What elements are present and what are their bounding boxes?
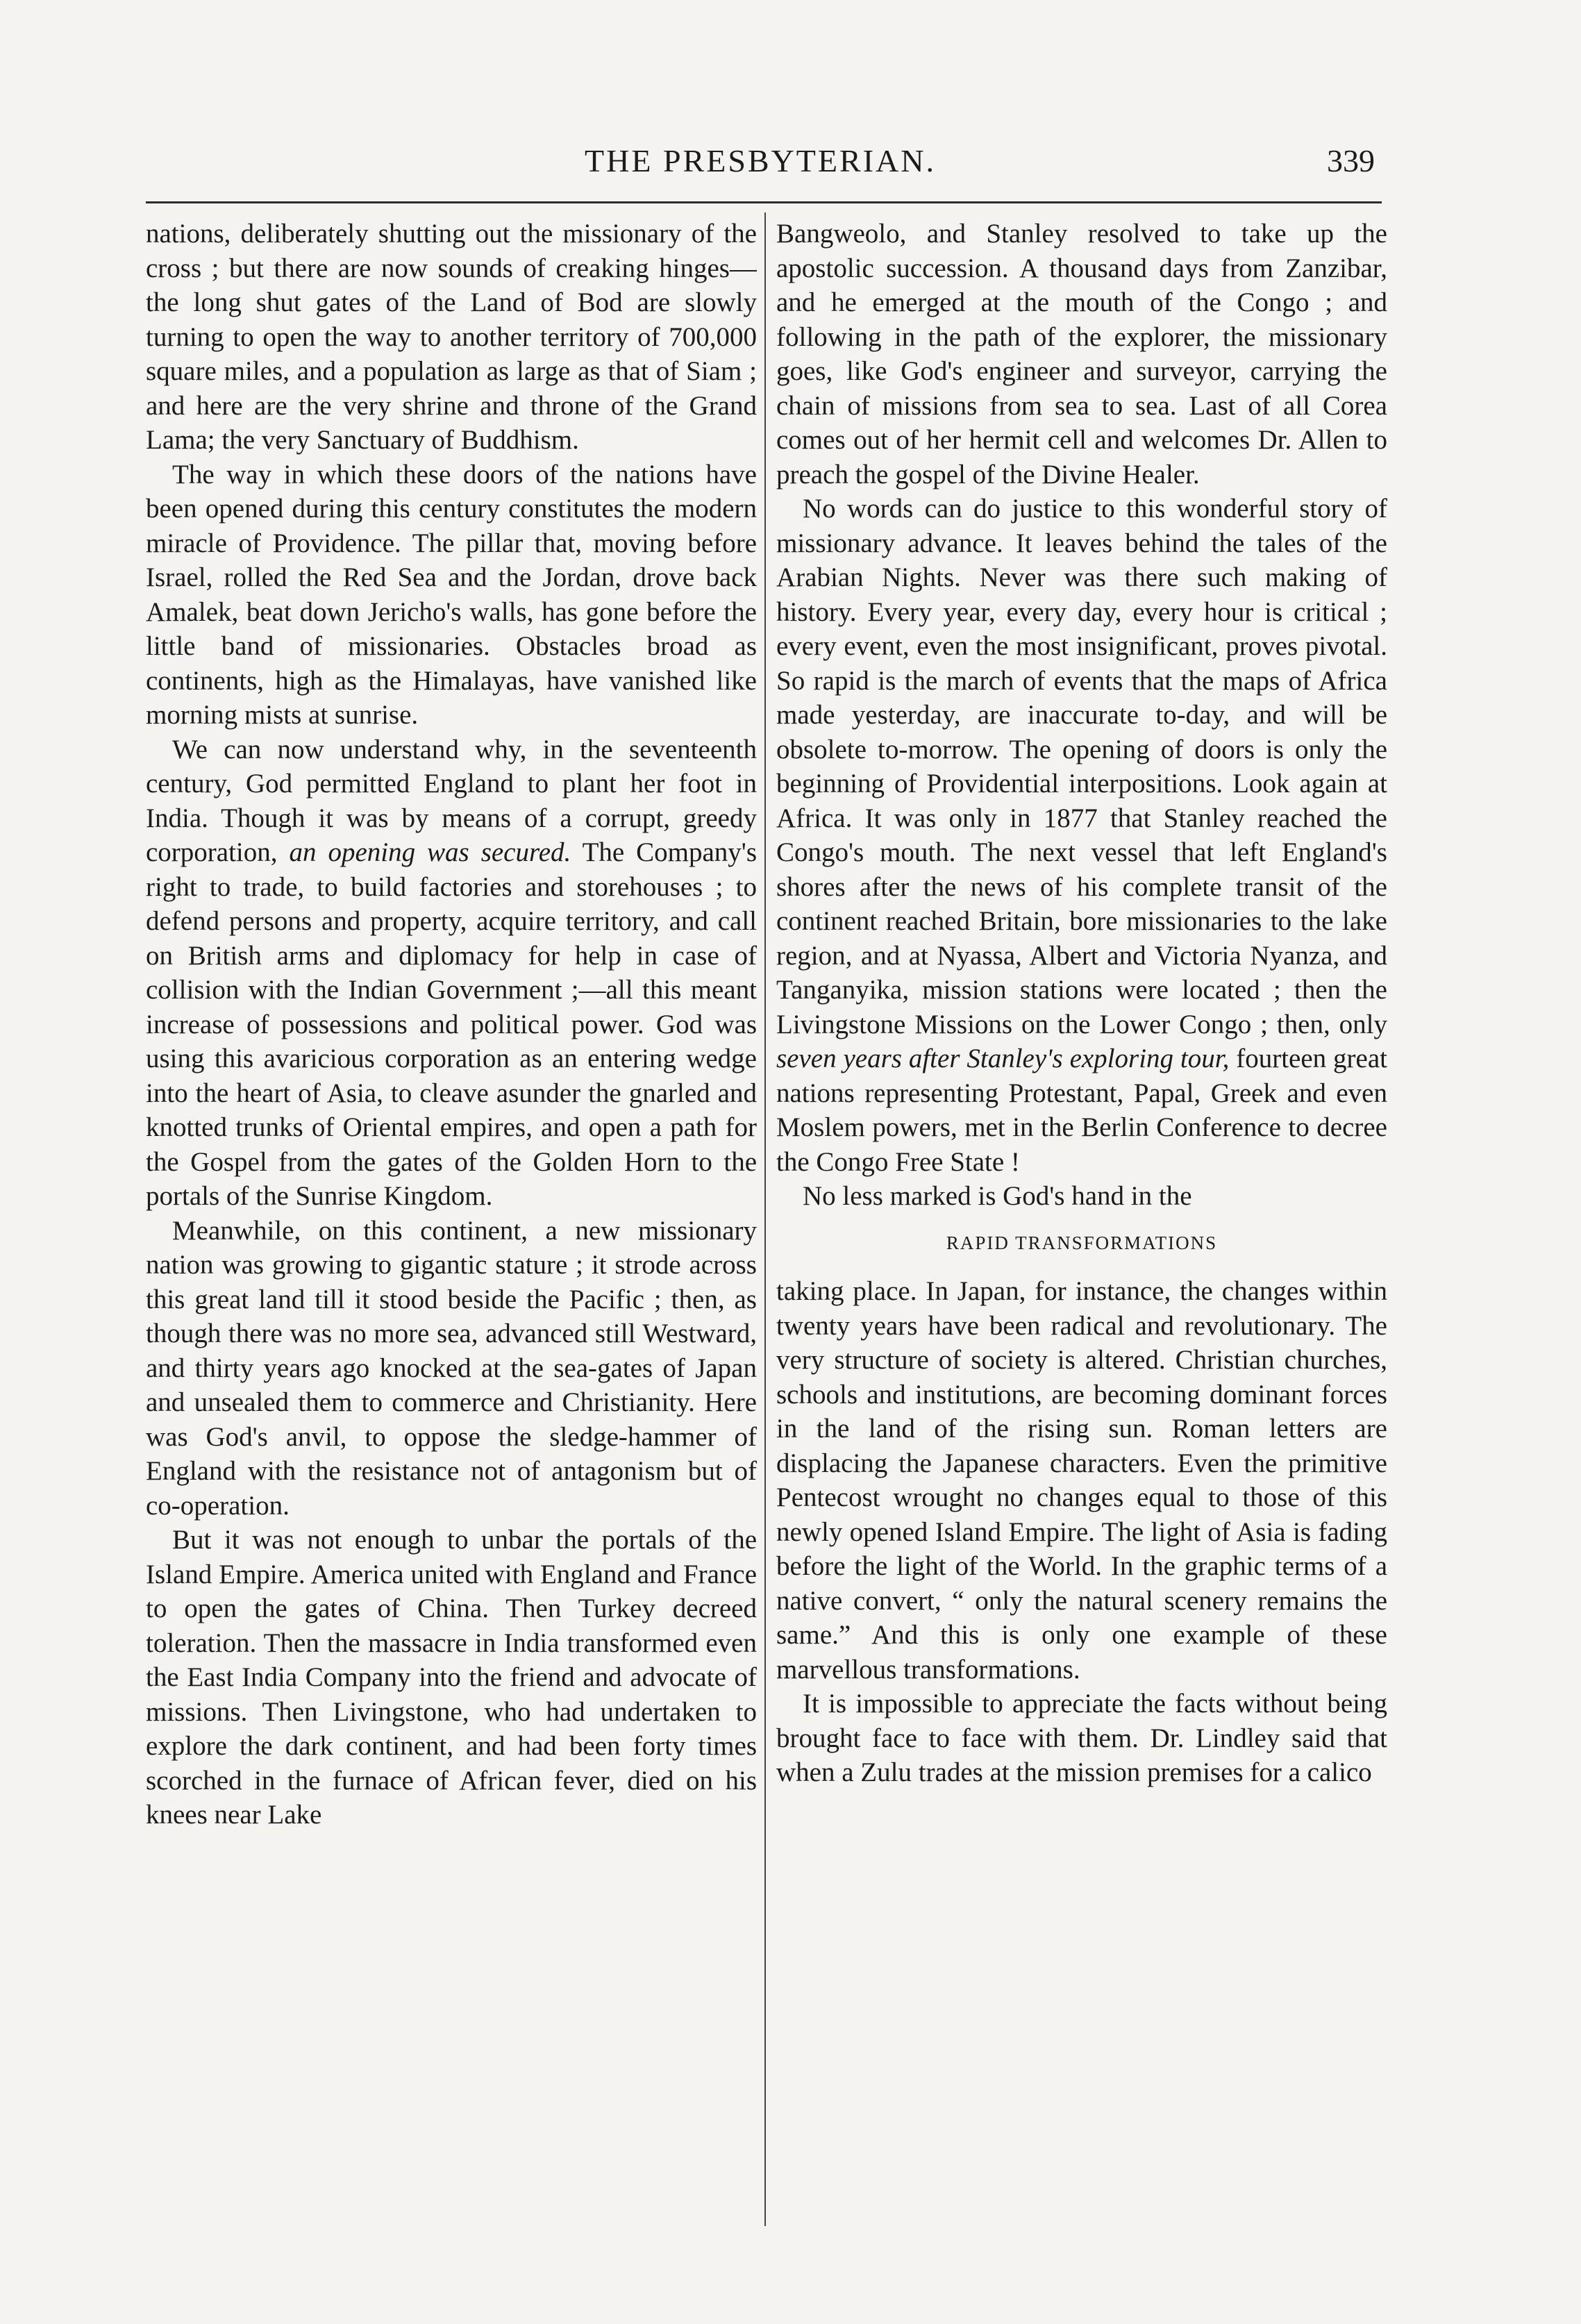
left-column bbox=[146, 217, 757, 2258]
page-number: 339 bbox=[1327, 143, 1375, 178]
running-header bbox=[146, 142, 1375, 191]
header-rule bbox=[146, 201, 1382, 203]
paragraph: Bangweolo, and Stanley resolved to take up the apostolic succession. A thousand days from Zanzibar, and he emerged at the mouth of the Congo ; and following in the path of the explorer, the missionary goes, like God's engineer and surveyor, carrying the chain of missions from sea to sea. Last of all Corea comes out of her hermit cell and welcomes Dr. Allen to preach the gospel of the Divine Healer. bbox=[776, 219, 1387, 490]
paragraph: Meanwhile, on this continent, a new missionary nation was growing to gigantic stature ; it strode across this great land till it stood beside the Pacific ; then, as though there was no more sea, advanced still Westward, and thirty years ago knocked at the sea-gates of Japan and unsealed them to commerce and Christianity. Here was God's anvil, to oppose the sledge-hammer of England with the resistance not of antagonism but of co-operation. bbox=[146, 1215, 757, 1521]
paragraph bbox=[776, 492, 1387, 1179]
right-column bbox=[776, 217, 1387, 2258]
italic-text: an opening was secured. bbox=[289, 837, 571, 867]
text-run: The Company's right to trade, to build factories and storehouses ; to defend persons and property, acquire territory, and call on British arms and diplomacy for help in case of collision with the Indian Government ;—all this meant increase of possessions and political power. God was using this avaricious corporation as an entering wedge into the heart of Asia, to cleave asunder the gnarled and knotted trunks of Oriental empires, and open a path for the Gospel from the gates of the Golden Horn to the portals of the Sunrise Kingdom. bbox=[146, 837, 757, 1211]
text-run: We can now understand why, in the seventeenth century, God permitted England to plant her foot in India. Though it was by means of a corrupt, greedy corporation, bbox=[146, 734, 757, 867]
paragraph: It is impossible to appreciate the facts without being brought face to face with them. Dr. Lindley said that when a Zulu trades at the mission premises for a calico bbox=[776, 1689, 1387, 1787]
text-run: No words can do justice to this wonderful story of missionary advance. It leaves behind the tales of the Arabian Nights. Never was there such making of history. Every year, every day, every hour is critical ; every event, even the most insignificant, proves pivotal. So rapid is the march of events that the maps of Africa made yesterday, are inaccurate to-day, and will be obsolete to-morrow. The opening of doors is only the beginning of Providential interpositions. Look again at Africa. It was only in 1877 that Stanley reached the Congo's mouth. The next vessel that left England's shores after the news of his complete transit of the continent reached Britain, bore missionaries to the lake region, and at Nyassa, Albert and Victoria Nyanza, and Tanganyika, mission stations were located ; then the Livingstone Missions on the Lower Congo ; then, only bbox=[776, 494, 1387, 1039]
section-subheading: RAPID TRANSFORMATIONS bbox=[946, 1232, 1218, 1253]
journal-title: THE PRESBYTERIAN. bbox=[585, 143, 936, 178]
paragraph bbox=[146, 733, 757, 1214]
column-divider bbox=[764, 212, 766, 2226]
paragraph: The way in which these doors of the nations have been opened during this century constitutes the modern miracle of Providence. The pillar that, moving before Israel, rolled the Red Sea and the Jordan, drove back Amalek, beat down Jericho's walls, has gone before the little band of missionaries. Obstacles broad as continents, high as the Himalayas, have vanished like morning mists at sunrise. bbox=[146, 459, 757, 730]
text-run: fourteen great nations representing Protestant, Papal, Greek and even Moslem powers, met in the Berlin Conference to decree the Congo Free State ! bbox=[776, 1044, 1387, 1177]
paragraph: But it was not enough to unbar the portals of the Island Empire. America united with England and France to open the gates of China. Then Turkey decreed toleration. Then the massacre in India transformed even the East India Company into the friend and advocate of missions. Then Livingstone, who had undertaken to explore the dark continent, and had been forty times scorched in the furnace of African fever, died on his knees near Lake bbox=[146, 1525, 757, 1830]
paragraph: No less marked is God's hand in the bbox=[803, 1181, 1192, 1211]
paragraph: taking place. In Japan, for instance, the changes within twenty years have been radical and revolutionary. The very structure of society is altered. Christian churches, schools and institutions, are becoming dominant forces in the land of the rising sun. Roman letters are displacing the Japanese characters. Even the primitive Pentecost wrought no changes equal to those of this newly opened Island Empire. The light of Asia is fading before the light of the World. In the graphic terms of a native convert, “ only the natural scenery remains the same.” And this is only one example of these marvellous transformations. bbox=[776, 1276, 1387, 1685]
paragraph: nations, deliberately shutting out the missionary of the cross ; but there are now sounds of creaking hinges—the long shut gates of the Land of Bod are slowly turning to open the way to another territory of 700,000 square miles, and a population as large as that of Siam ; and here are the very shrine and throne of the Grand Lama; the very Sanctuary of Buddhism. bbox=[146, 219, 757, 455]
italic-text: seven years after Stanley's exploring tour, bbox=[776, 1044, 1230, 1073]
